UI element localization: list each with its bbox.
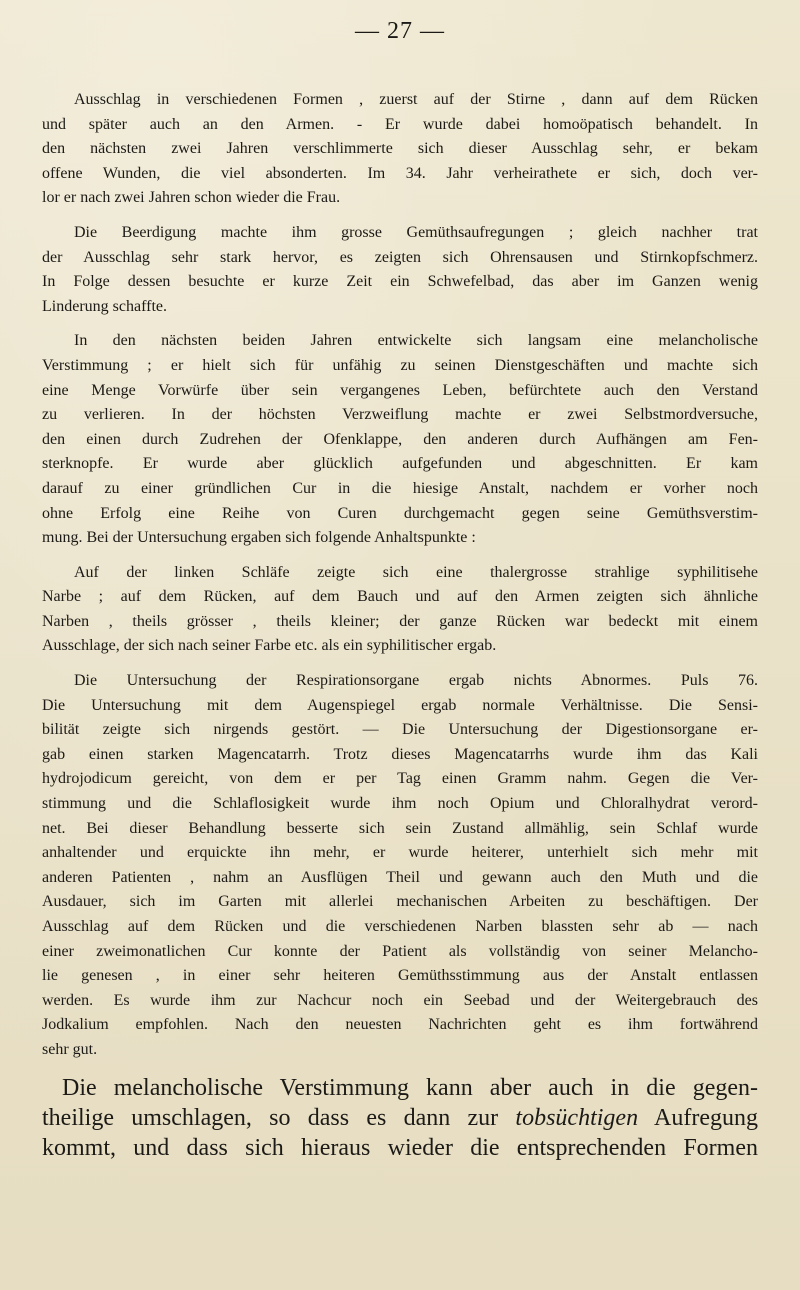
paragraph <box>42 88 758 211</box>
emphasized-word: tobsüchtigen <box>515 1104 639 1131</box>
text-line: eine Menge Vorwürfe über sein vergangenes Leben, befürchtete auch den Verstand <box>42 381 758 399</box>
text-line: anhaltender und erquickte ihn mehr, er wurde heiterer, unterhielt sich mehr mit <box>42 844 758 862</box>
paragraph <box>42 221 758 319</box>
text-line: sehr gut. <box>42 1040 98 1058</box>
text-line: den einen durch Zudrehen der Ofenklappe, den anderen durch Aufhängen am Fen- <box>42 430 758 448</box>
text-line: In Folge dessen besuchte er kurze Zeit ein Schwefelbad, das aber im Ganzen wenig <box>42 273 758 291</box>
text-line: Die Untersuchung der Respirationsorgane ergab nichts Abnormes. Puls 76. <box>74 672 758 690</box>
page-number: — 27 — <box>355 18 445 44</box>
text-line: einer zweimonatlichen Cur konnte der Patient als vollständig von seiner Melancho- <box>42 942 758 960</box>
text-fragment: Aufregung <box>638 1104 758 1131</box>
text-line: Auf der linken Schläfe zeigte sich eine thalergrosse strahlige syphilitisehe <box>74 563 758 581</box>
text-line: net. Bei dieser Behandlung besserte sich sein Zustand allmählig, sein Schlaf wurde <box>42 819 758 837</box>
text-fragment: theilige umschlagen, so dass es dann zur <box>42 1104 516 1131</box>
text-line: Die Untersuchung mit dem Augenspiegel ergab normale Verhältnisse. Die Sensi- <box>42 696 758 714</box>
text-line: Die melancholische Verstimmung kann aber auch in die gegen- <box>62 1074 758 1101</box>
text-line: Ausdauer, sich im Garten mit allerlei mechanischen Arbeiten zu beschäftigen. Der <box>42 893 758 911</box>
text-line: hydrojodicum gereicht, von dem er per Tag einen Gramm nahm. Gegen die Ver- <box>42 770 758 788</box>
text-line: Jodkalium empfohlen. Nach den neuesten Nachrichten geht es ihm fortwährend <box>42 1016 758 1034</box>
text-line: stimmung und die Schlaflosigkeit wurde ihm noch Opium und Chloralhydrat verord- <box>42 795 758 813</box>
text-line: kommt, und dass sich hieraus wieder die entsprechenden Formen <box>42 1134 758 1161</box>
text-line: Narben , theils grösser , theils kleiner; der ganze Rücken war bedeckt mit einem <box>42 612 758 630</box>
text-line: lor er nach zwei Jahren schon wieder die Frau. <box>42 189 341 207</box>
paragraph <box>42 561 758 659</box>
paragraph <box>42 329 758 550</box>
paragraph <box>42 669 758 1063</box>
text-line: der Ausschlag sehr stark hervor, es zeigten sich Ohrensausen und Stirnkopfschmerz. <box>42 248 758 266</box>
text-line: Ausschlag in verschiedenen Formen , zuerst auf der Stirne , dann auf dem Rücken <box>74 91 758 108</box>
text-line: darauf zu einer gründlichen Cur in die hiesige Anstalt, nachdem er vorher noch <box>42 479 758 497</box>
text-line: Ausschlage, der sich nach seiner Farbe etc. als ein syphilitischer ergab. <box>42 637 497 655</box>
text-line: zu verlieren. In der höchsten Verzweiflung machte er zwei Selbstmordversuche, <box>42 406 758 424</box>
closing-paragraph <box>42 1073 758 1163</box>
text-line: anderen Patienten , nahm an Ausflügen Theil und gewann auch den Muth und die <box>42 868 758 886</box>
text-line: In den nächsten beiden Jahren entwickelte sich langsam eine melancholische <box>74 332 758 350</box>
text-line <box>42 1103 758 1133</box>
text-line: gab einen starken Magencatarrh. Trotz dieses Magencatarrhs wurde ihm das Kali <box>42 745 758 763</box>
text-line: den nächsten zwei Jahren verschlimmerte sich dieser Ausschlag sehr, er bekam <box>42 140 758 158</box>
text-line: Verstimmung ; er hielt sich für unfähig zu seinen Dienstgeschäften und machte sich <box>42 356 758 374</box>
text-line: Linderung schaffte. <box>42 297 167 315</box>
text-line: bilität zeigte sich nirgends gestört. — Die Untersuchung der Digestionsorgane er- <box>42 721 758 739</box>
text-line: Ausschlag auf dem Rücken und die verschiedenen Narben blassten sehr ab — nach <box>42 918 758 935</box>
text-line: ohne Erfolg eine Reihe von Curen durchgemacht gegen seine Gemüthsverstim- <box>42 504 758 522</box>
text-line: Narbe ; auf dem Rücken, auf dem Bauch und auf den Armen zeigten sich ähnliche <box>42 588 758 606</box>
text-line: mung. Bei der Untersuchung ergaben sich folgende Anhaltspunkte : <box>42 529 476 547</box>
text-line: lie genesen , in einer sehr heiteren Gemüthsstimmung aus der Anstalt entlassen <box>42 967 758 985</box>
body-text <box>42 88 758 1163</box>
text-line: sterknopfe. Er wurde aber glücklich aufgefunden und abgeschnitten. Er kam <box>42 455 758 473</box>
text-line: werden. Es wurde ihm zur Nachcur noch ein Seebad und der Weitergebrauch des <box>42 991 758 1009</box>
text-line: offene Wunden, die viel absonderten. Im 34. Jahr verheirathete er sich, doch ver- <box>42 164 758 182</box>
text-line: Die Beerdigung machte ihm grosse Gemüthsaufregungen ; gleich nachher trat <box>74 223 758 241</box>
text-line: und später auch an den Armen. - Er wurde dabei homoöpatisch behandelt. In <box>42 115 758 133</box>
